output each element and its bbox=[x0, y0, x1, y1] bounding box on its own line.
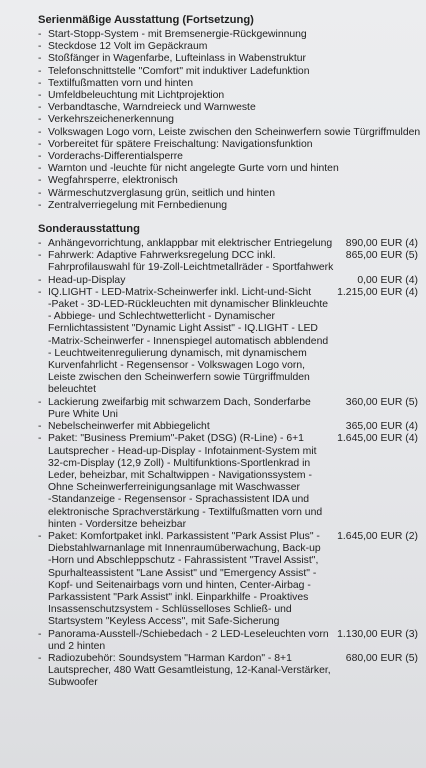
item-continuation: -Paket - 3D-LED-Rückleuchten mit dynamischer Blinkleuchte bbox=[48, 299, 329, 311]
item-description: Fahrwerk: Adaptive Fahrwerksregelung DCC inkl. bbox=[48, 250, 276, 262]
item-text: Stoßfänger in Wagenfarbe, Lufteinlass in Wabenstruktur bbox=[48, 53, 306, 65]
optional-equipment-item bbox=[38, 629, 418, 653]
item-continuation: elektronische Sprachverstärkung - Textilfußmatten vorn und bbox=[48, 506, 323, 518]
bullet-dash: - bbox=[38, 163, 42, 175]
item-text: Vorbereitet für spätere Freischaltung: Navigationsfunktion bbox=[48, 138, 313, 150]
bullet-dash: - bbox=[38, 238, 42, 250]
standard-equipment-item bbox=[38, 53, 418, 65]
item-continuation: Leder, beheizbar, mit Schaltwippen - Navigationssystem - bbox=[48, 469, 312, 481]
item-text: Umfeldbeleuchtung mit Lichtprojektion bbox=[48, 90, 225, 102]
item-continuation: -Standanzeige - Regensensor - Sprachassistent IDA und bbox=[48, 494, 310, 506]
standard-equipment-item bbox=[38, 66, 418, 78]
item-continuation: -Matrix-Scheinwerfer - Innenspiegel automatisch abblendend bbox=[48, 335, 329, 347]
item-row bbox=[48, 433, 418, 445]
bullet-dash: - bbox=[38, 175, 42, 187]
bullet-dash: - bbox=[38, 530, 42, 542]
optional-equipment-item bbox=[38, 238, 418, 250]
item-text: Steckdose 12 Volt im Gepäckraum bbox=[48, 41, 208, 53]
item-text: Verbandtasche, Warndreieck und Warnweste bbox=[48, 102, 256, 114]
item-text: Zentralverriegelung mit Fernbedienung bbox=[48, 199, 228, 211]
item-text: Wegfahrsperre, elektronisch bbox=[48, 175, 178, 187]
bullet-dash: - bbox=[38, 187, 42, 199]
bullet-dash: - bbox=[38, 433, 42, 445]
item-continuation: Insassenschutzsystem - Schlüsselloses Schließ- und bbox=[48, 604, 292, 616]
standard-equipment-item bbox=[38, 188, 418, 200]
bullet-dash: - bbox=[38, 286, 42, 298]
standard-equipment-item bbox=[38, 90, 418, 102]
bullet-dash: - bbox=[38, 53, 42, 65]
item-continuation: 32-cm-Display (12,9 Zoll) - Multifunktions-Sportlenkrad in bbox=[48, 457, 311, 469]
item-continuation: -Horn und Abschleppschutz - Fahrassistent "Travel Assist", bbox=[48, 555, 319, 567]
standard-equipment-list bbox=[38, 29, 421, 212]
standard-equipment-item bbox=[38, 139, 418, 151]
item-price: 0,00 EUR (4) bbox=[357, 274, 418, 286]
standard-equipment-item bbox=[38, 102, 418, 114]
item-description: Anhängevorrichtung, anklappbar mit elektrischer Entriegelung bbox=[48, 238, 333, 250]
item-row bbox=[48, 421, 418, 433]
bullet-dash: - bbox=[38, 41, 42, 53]
bullet-dash: - bbox=[38, 126, 42, 138]
item-row bbox=[48, 287, 418, 299]
bullet-dash: - bbox=[38, 421, 42, 433]
item-continuation: Kopf- und Seitenairbags vorn und hinten, Center-Airbag - bbox=[48, 579, 311, 591]
bullet-dash: - bbox=[38, 90, 42, 102]
bullet-dash: - bbox=[38, 138, 42, 150]
item-continuation: Fahrprofilauswahl für 19-Zoll-Leichtmetallräder - Sportfahwerk bbox=[48, 262, 334, 274]
item-description: Panorama-Ausstell-/Schiebedach - 2 LED-Leseleuchten vorn bbox=[48, 628, 329, 640]
item-description: Paket: "Business Premium"-Paket (DSG) (R-Line) - 6+1 bbox=[48, 433, 304, 445]
standard-equipment-item bbox=[38, 114, 418, 126]
bullet-dash: - bbox=[38, 628, 42, 640]
item-row bbox=[48, 629, 418, 641]
item-text: Textilfußmatten vorn und hinten bbox=[48, 77, 193, 89]
item-price: 890,00 EUR (4) bbox=[345, 238, 418, 250]
item-continuation: Fernlichtassistent "Dynamic Light Assist" - IQ.LIGHT - LED bbox=[48, 323, 318, 335]
item-text: Volkswagen Logo vorn, Leiste zwischen den Scheinwerfern sowie Türgriffmulden bbox=[48, 126, 421, 138]
bullet-dash: - bbox=[38, 29, 42, 40]
item-description: Nebelscheinwerfer mit Abbiegelicht bbox=[48, 421, 210, 433]
item-description: Lackierung zweifarbig mit schwarzem Dach, Sonderfarbe bbox=[48, 396, 311, 408]
item-price: 1.130,00 EUR (3) bbox=[337, 628, 418, 640]
optional-equipment-item bbox=[38, 531, 418, 629]
item-continuation: hinten - Vordersitze beheizbar bbox=[48, 518, 187, 530]
item-price: 865,00 EUR (5) bbox=[345, 250, 418, 262]
item-continuation: beleuchtet bbox=[48, 384, 96, 396]
item-continuation: Startsystem "Keyless Access", mit Safe-Sicherung bbox=[48, 616, 280, 628]
item-continuation: - Abbiege- und Schlechtwetterlicht - Dynamischer bbox=[48, 311, 275, 323]
item-continuation: - Leuchtweitenregulierung dynamisch, mit dynamischem bbox=[48, 347, 307, 359]
item-text: Start-Stopp-System - mit Bremsenergie-Rückgewinnung bbox=[48, 29, 307, 40]
item-row bbox=[48, 531, 418, 543]
bullet-dash: - bbox=[38, 199, 42, 211]
standard-equipment-heading: Serienmäßige Ausstattung (Fortsetzung) bbox=[38, 14, 254, 26]
item-continuation: Leiste zwischen den Scheinwerfern sowie Türgriffmulden bbox=[48, 372, 310, 384]
optional-equipment-item bbox=[38, 250, 418, 274]
item-description: IQ.LIGHT - LED-Matrix-Scheinwerfer inkl. Licht-und-Sicht bbox=[48, 286, 312, 298]
item-price: 1.645,00 EUR (4) bbox=[337, 433, 418, 445]
item-continuation: Subwoofer bbox=[48, 677, 98, 689]
optional-equipment-item bbox=[38, 421, 418, 433]
standard-equipment-item bbox=[38, 126, 421, 139]
item-row bbox=[48, 653, 418, 665]
optional-equipment-heading: Sonderausstattung bbox=[38, 223, 140, 236]
item-continuation: Spurhalteassistent "Lane Assist" und "Emergency Assist" - bbox=[48, 567, 317, 579]
item-row bbox=[48, 397, 418, 409]
item-continuation: Diebstahlwarnanlage mit Innenraumüberwachung, Back-up bbox=[48, 543, 321, 555]
optional-equipment-item bbox=[38, 433, 418, 531]
item-text: Warnton und -leuchte für nicht angelegte Gurte vorn und hinten bbox=[48, 163, 339, 175]
item-text: Telefonschnittstelle "Comfort" mit induktiver Ladefunktion bbox=[48, 65, 310, 77]
bullet-dash: - bbox=[38, 102, 42, 114]
standard-equipment-item bbox=[38, 175, 418, 187]
optional-equipment-item bbox=[38, 287, 418, 397]
item-row bbox=[48, 238, 418, 250]
item-continuation: Pure White Uni bbox=[48, 408, 118, 420]
optional-equipment-item bbox=[38, 653, 418, 690]
item-continuation: Ohne Scheinwerferreinigungsanlage mit Waschwasser bbox=[48, 482, 300, 494]
standard-equipment-item bbox=[38, 41, 418, 53]
standard-equipment-item bbox=[38, 200, 418, 212]
item-text: Vorderachs-Differentialsperre bbox=[48, 151, 183, 163]
bullet-dash: - bbox=[38, 77, 42, 89]
item-price: 1.215,00 EUR (4) bbox=[337, 286, 418, 298]
item-price: 1.645,00 EUR (2) bbox=[337, 530, 418, 542]
item-description: Radiozubehör: Soundsystem "Harman Kardon" - 8+1 bbox=[48, 652, 292, 664]
item-row bbox=[48, 250, 418, 262]
bullet-dash: - bbox=[38, 396, 42, 408]
item-continuation: Kurvenfahrlicht - Regensensor - Volkswagen Logo vorn, bbox=[48, 360, 306, 372]
item-price: 360,00 EUR (5) bbox=[345, 396, 418, 408]
optional-equipment-item bbox=[38, 275, 418, 287]
item-continuation: Parkassistent "Park Assist" inkl. Einparkhilfe - Proaktives bbox=[48, 591, 309, 603]
bullet-dash: - bbox=[38, 250, 42, 262]
bullet-dash: - bbox=[38, 151, 42, 163]
optional-equipment-list bbox=[38, 238, 418, 690]
bullet-dash: - bbox=[38, 652, 42, 664]
item-description: Paket: Komfortpaket inkl. Parkassistent "Park Assist Plus" - bbox=[48, 530, 320, 542]
standard-equipment-item bbox=[38, 163, 418, 175]
item-text: Verkehrszeichenerkennung bbox=[48, 114, 174, 126]
bullet-dash: - bbox=[38, 65, 42, 77]
item-row bbox=[48, 275, 418, 287]
item-continuation: und 2 hinten bbox=[48, 640, 106, 652]
item-price: 680,00 EUR (5) bbox=[345, 652, 418, 664]
item-text: Wärmeschutzverglasung grün, seitlich und hinten bbox=[48, 187, 275, 199]
bullet-dash: - bbox=[38, 274, 42, 286]
standard-equipment-item bbox=[38, 78, 418, 90]
item-description: Head-up-Display bbox=[48, 274, 126, 286]
optional-equipment-item bbox=[38, 397, 418, 421]
bullet-dash: - bbox=[38, 114, 42, 126]
item-continuation: Lautsprecher - Head-up-Display - Infotainment-System mit bbox=[48, 445, 317, 457]
standard-equipment-item bbox=[38, 29, 418, 41]
standard-equipment-item bbox=[38, 151, 418, 163]
item-price: 365,00 EUR (4) bbox=[345, 421, 418, 433]
item-continuation: Lautsprecher, 480 Watt Gesamtleistung, 12-Kanal-Verstärker, bbox=[48, 665, 331, 677]
